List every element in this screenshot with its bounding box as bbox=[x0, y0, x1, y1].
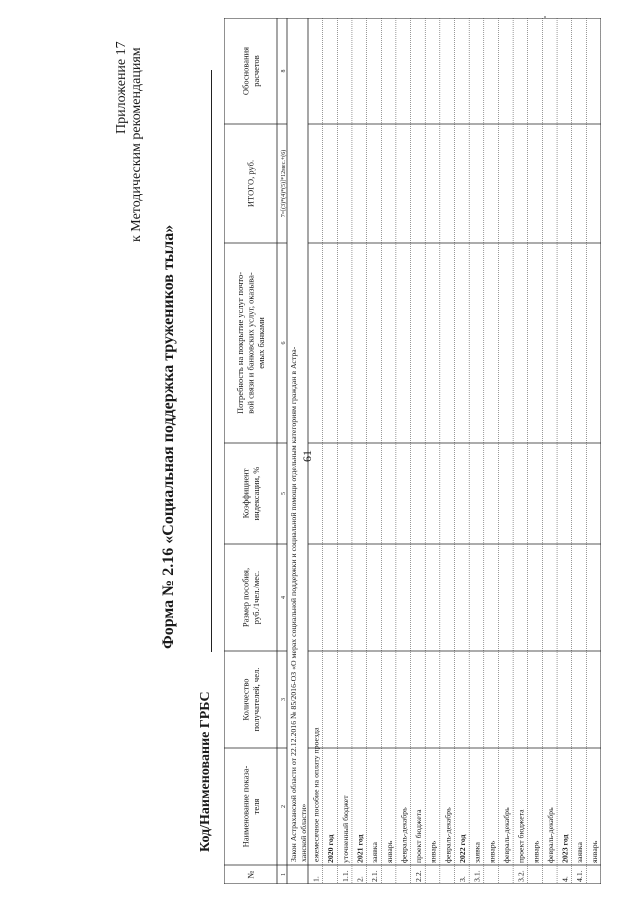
row-number: 4. bbox=[560, 876, 570, 882]
header-cell-text: Потребность на покрытие услуг почто- bbox=[235, 271, 245, 415]
column-number: 2 bbox=[281, 805, 287, 808]
appendix-title: Приложение 17 bbox=[114, 41, 129, 134]
row-label: январь bbox=[487, 840, 497, 863]
row-label: ежемесячное пособие на оплату проезда bbox=[311, 727, 321, 862]
table-grid bbox=[224, 18, 601, 884]
row-number: 1. bbox=[311, 876, 321, 882]
row-label: 2021 год bbox=[355, 834, 365, 863]
form-title: Форма № 2.16 «Социальная поддержка тружеников тыла» bbox=[160, 224, 177, 649]
row-label: февраль-декабрь bbox=[545, 807, 555, 863]
row-label: заявка bbox=[472, 842, 482, 863]
grbs-underline bbox=[211, 70, 212, 652]
header-cell-text: Коэффициент bbox=[240, 468, 251, 519]
table-cells bbox=[235, 47, 599, 882]
table-border bbox=[224, 18, 601, 884]
row-number: 4.1. bbox=[575, 870, 585, 882]
row-label: февраль-декабрь bbox=[399, 807, 409, 863]
appendix-subtitle: к Методическим рекомендациям bbox=[129, 47, 144, 242]
header-cell-text: Размер пособия, bbox=[240, 567, 251, 628]
row-label: январь bbox=[428, 840, 438, 863]
row-number: 2.2. bbox=[414, 870, 424, 882]
column-number: 4 bbox=[281, 596, 287, 599]
column-number: 5 bbox=[281, 492, 287, 495]
column-number: 3 bbox=[281, 698, 287, 701]
row-label: проект бюджета bbox=[516, 809, 526, 863]
header-cell-text: вой связи и банковских услуг, оказыва- bbox=[245, 272, 256, 414]
row-label: заявка bbox=[370, 842, 380, 863]
law-text: Закон Астраханской области от 22.12.2016 № 85/2016-ОЗ «О мерах социальной поддержки и социальной помощи отдельным категориям граждан в Астра- bbox=[289, 346, 298, 862]
page-number: 61 bbox=[300, 450, 314, 462]
row-label: февраль-декабрь bbox=[443, 807, 453, 863]
column-number: 1 bbox=[281, 873, 287, 876]
header-cell-text: Количество bbox=[240, 678, 251, 721]
header-cell-text: Наименование показа- bbox=[240, 765, 251, 848]
row-label: февраль-декабрь bbox=[501, 807, 511, 863]
header-cell-text: расчетов bbox=[250, 55, 261, 87]
header-cell-text: № bbox=[245, 870, 256, 879]
header-cell-text: получателей, чел. bbox=[250, 667, 261, 732]
row-label: январь bbox=[531, 840, 541, 863]
row-label: январь bbox=[589, 840, 599, 863]
header-cell-text: руб./1чел./мес. bbox=[250, 570, 261, 625]
header-cell-text: индексации, % bbox=[250, 466, 261, 521]
row-label: проект бюджета bbox=[414, 809, 424, 863]
row-label: уточненный бюджет bbox=[340, 795, 350, 863]
row-number: 2.1. bbox=[370, 870, 380, 882]
header-cell-text: теля bbox=[250, 798, 261, 815]
row-label: 2023 год bbox=[560, 834, 570, 863]
row-label: заявка bbox=[575, 842, 585, 863]
form-table bbox=[224, 18, 601, 884]
row-number: 1.1. bbox=[340, 870, 350, 882]
column-number: 6 bbox=[281, 341, 287, 345]
column-number: 8 bbox=[281, 69, 287, 73]
header-cell-text: емых банками bbox=[256, 317, 266, 369]
law-text: ханской области» bbox=[299, 803, 308, 862]
row-label: 2020 год bbox=[326, 834, 336, 863]
row-number: 3.1. bbox=[472, 870, 482, 882]
column-number: 7=[(3)*(4)*(5)]*12мес.+(6) bbox=[281, 149, 287, 218]
header-cell-text: Обоснования bbox=[240, 46, 251, 96]
row-number: 2. bbox=[355, 876, 365, 882]
row-label: 2022 год bbox=[458, 834, 468, 863]
row-label: январь bbox=[384, 840, 394, 863]
header-cell-text: ИТОГО, руб. bbox=[245, 159, 256, 208]
row-number: 3. bbox=[458, 876, 468, 882]
grbs-label: Код/Наименование ГРБС bbox=[198, 691, 213, 852]
row-number: 3.2. bbox=[516, 870, 526, 882]
